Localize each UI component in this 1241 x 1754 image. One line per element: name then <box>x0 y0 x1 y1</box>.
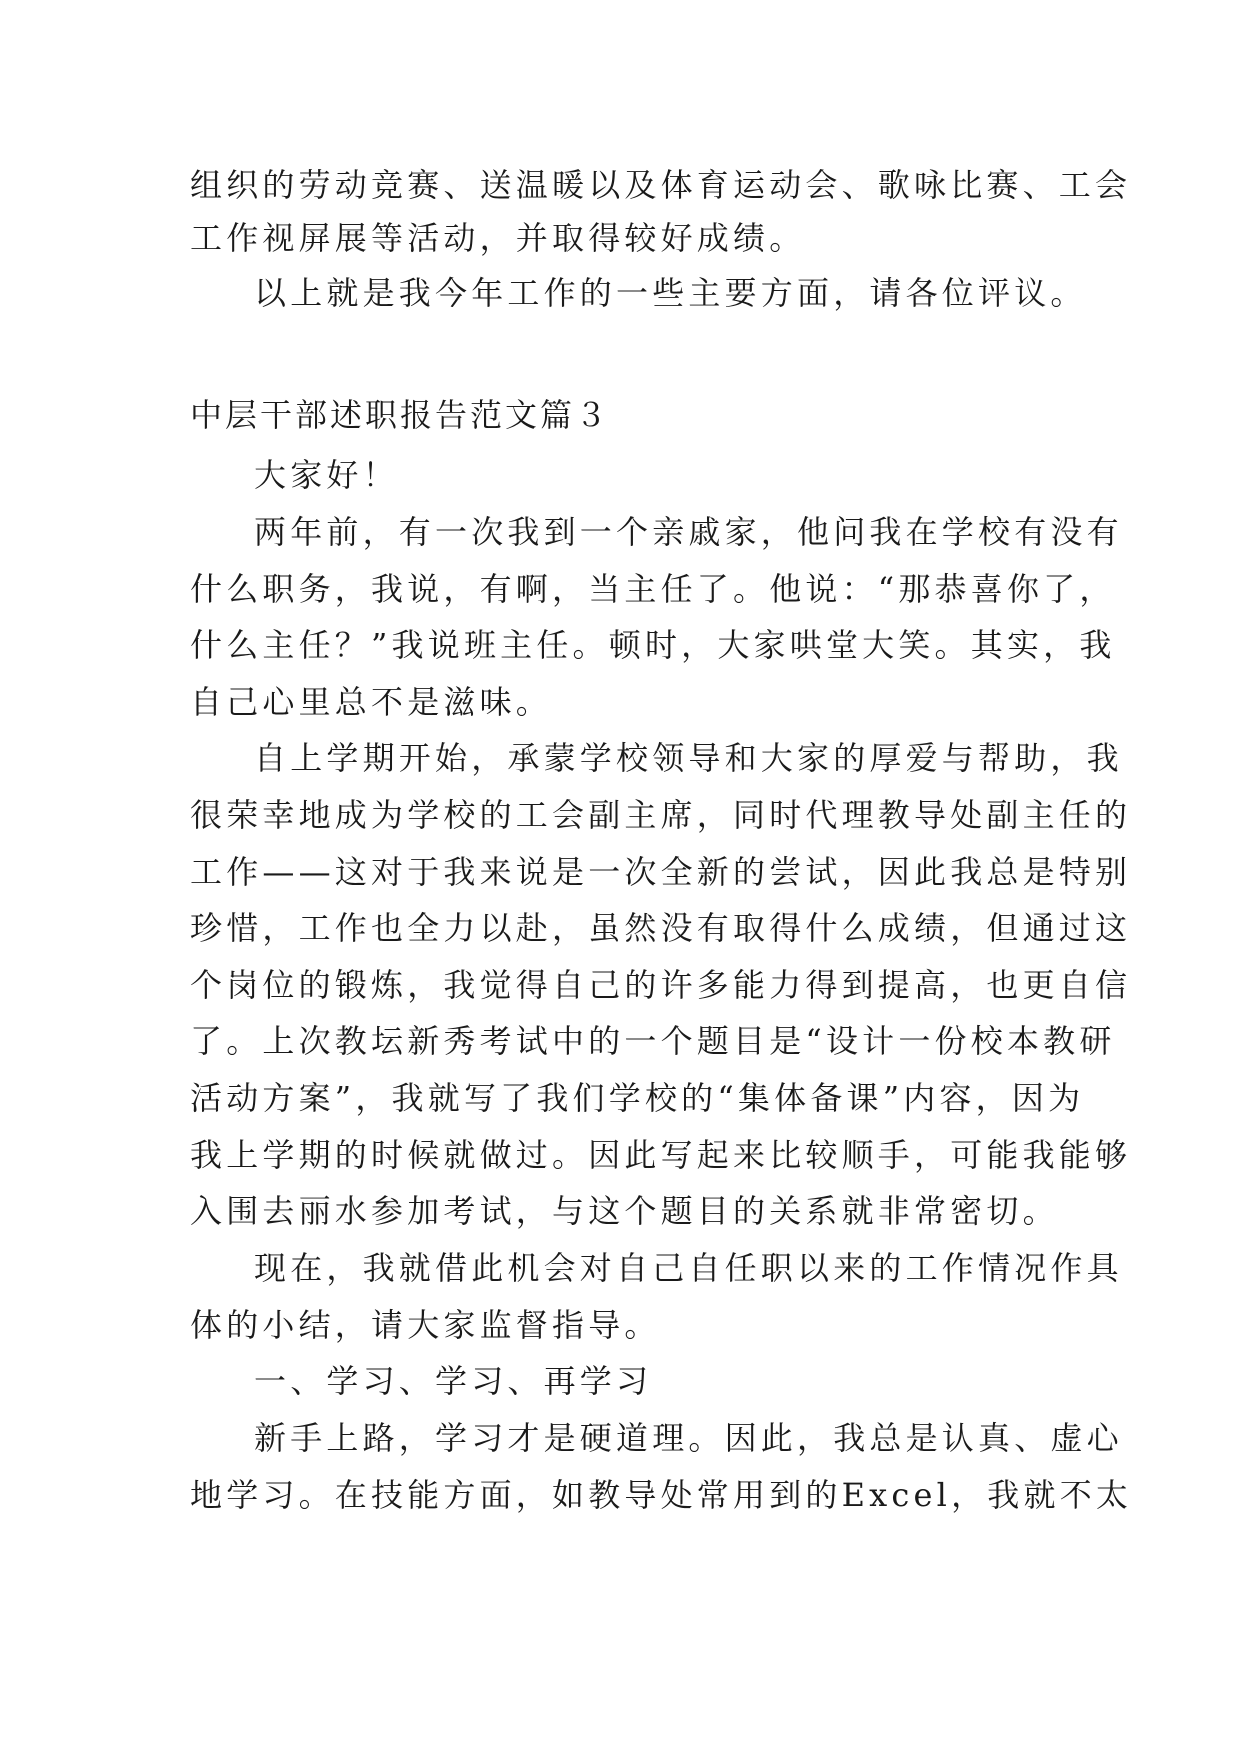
text-line: 新手上路，学习才是硬道理。因此，我总是认真、虚心 <box>254 1419 1123 1457</box>
text-line: 很荣幸地成为学校的工会副主席，同时代理教导处副主任的 <box>190 796 1132 834</box>
text-line: 什么职务，我说，有啊，当主任了。他说：“那恭喜你了， <box>190 570 1116 608</box>
text-line: 自上学期开始，承蒙学校领导和大家的厚爱与帮助，我 <box>254 739 1123 777</box>
text-line: 地学习。在技能方面，如教导处常用到的Excel，我就不太 <box>190 1476 1133 1514</box>
text-line: 工作视屏展等活动，并取得较好成绩。 <box>190 219 806 257</box>
text-line: 组织的劳动竞赛、送温暖以及体育运动会、歌咏比赛、工会 <box>190 166 1132 204</box>
greeting: 大家好！ <box>254 456 399 494</box>
text-line: 我上学期的时候就做过。因此写起来比较顺手，可能我能够 <box>190 1136 1132 1174</box>
text-line: 了。上次教坛新秀考试中的一个题目是“设计一份校本教研 <box>190 1022 1116 1060</box>
text-line: 珍惜，工作也全力以赴，虽然没有取得什么成绩，但通过这 <box>190 909 1132 947</box>
subsection-heading: 一、学习、学习、再学习 <box>254 1362 653 1400</box>
text-line: 入围去丽水参加考试，与这个题目的关系就非常密切。 <box>190 1192 1059 1230</box>
text-line: 活动方案”，我就写了我们学校的“集体备课”内容，因为 <box>190 1079 1085 1117</box>
text-line: 工作——这对于我来说是一次全新的尝试，因此我总是特别 <box>190 853 1132 891</box>
text-line: 什么主任？”我说班主任。顿时，大家哄堂大笑。其实，我 <box>190 626 1116 664</box>
section-heading: 中层干部述职报告范文篇３ <box>190 396 611 434</box>
text-line: 现在，我就借此机会对自己自任职以来的工作情况作具 <box>254 1249 1123 1287</box>
text-line: 以上就是我今年工作的一些主要方面，请各位评议。 <box>254 274 1087 312</box>
text-line: 个岗位的锻炼，我觉得自己的许多能力得到提高，也更自信 <box>190 966 1132 1004</box>
text-line: 体的小结，请大家监督指导。 <box>190 1306 661 1344</box>
text-line: 自己心里总不是滋味。 <box>190 683 553 721</box>
text-line: 两年前，有一次我到一个亲戚家，他问我在学校有没有 <box>254 513 1123 551</box>
